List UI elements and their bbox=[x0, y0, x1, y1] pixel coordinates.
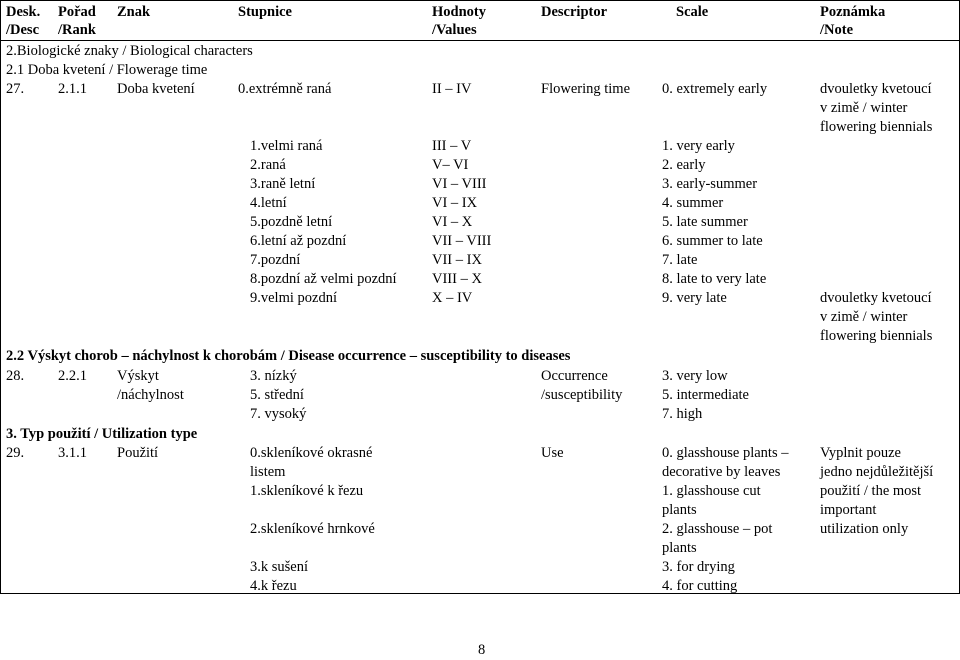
scale-level-values: V– VI bbox=[432, 157, 469, 173]
scale-level-en: 3. very low bbox=[662, 368, 728, 384]
scale-level-values: VII – VIII bbox=[432, 233, 492, 249]
scale-level-values: X – IV bbox=[432, 290, 473, 306]
scale-level-en: 5. intermediate bbox=[662, 387, 749, 403]
row29-rank: 3.1.1 bbox=[58, 445, 87, 461]
scale-level-cz-line2: listem bbox=[250, 464, 286, 480]
scale-level-en-line2: plants bbox=[662, 540, 697, 556]
scale-level-values: VI – X bbox=[432, 214, 473, 230]
row27-note-line1: dvouletky kvetoucí bbox=[820, 81, 932, 97]
scale-level-values: VII – IX bbox=[432, 252, 482, 268]
scale-level-en: 5. late summer bbox=[662, 214, 748, 230]
scale-level-cz: 9.velmi pozdní bbox=[250, 290, 337, 306]
scale-level-cz: 0.extrémně raná bbox=[238, 81, 332, 97]
header-stupnice: Stupnice bbox=[238, 4, 292, 20]
row27-note-line3: flowering biennials bbox=[820, 119, 933, 135]
scale-level-en-line2: plants bbox=[662, 502, 697, 518]
scale-level-cz: 2.raná bbox=[250, 157, 286, 173]
scale-level-cz: 4.letní bbox=[250, 195, 287, 211]
scale-level-values: VIII – X bbox=[432, 271, 482, 287]
scale-level-en-line2: decorative by leaves bbox=[662, 464, 781, 480]
row27-note-line2: v zimě / winter bbox=[820, 100, 908, 116]
header-desc-en: /Desc bbox=[6, 22, 40, 38]
header-desc: Desk. bbox=[6, 4, 41, 20]
row29-note-line5: utilization only bbox=[820, 521, 909, 537]
disease-section-title: 2.2 Výskyt chorob – náchylnost k chorobám / Disease occurrence – susceptibility to diseases bbox=[6, 348, 571, 364]
scale-level-en: 4. summer bbox=[662, 195, 724, 211]
row27-znak: Doba kvetení bbox=[117, 81, 195, 97]
scale-level-cz: 5.pozdně letní bbox=[250, 214, 333, 230]
header-rank-en: /Rank bbox=[58, 22, 96, 38]
scale-level-cz: 0.skleníkové okrasné bbox=[250, 445, 373, 461]
scale-level-cz: 3.raně letní bbox=[250, 176, 316, 192]
scale-level-values: II – IV bbox=[432, 81, 472, 97]
row28-znak: Výskyt bbox=[117, 368, 159, 384]
row28-desc: 28. bbox=[6, 368, 25, 384]
row28-rank: 2.2.1 bbox=[58, 368, 87, 384]
section3-title: 3. Typ použití / Utilization type bbox=[6, 426, 198, 442]
scale-level-cz: 2.skleníkové hrnkové bbox=[250, 521, 375, 537]
header-values: /Values bbox=[432, 22, 477, 38]
scale-level-cz: 1.skleníkové k řezu bbox=[250, 483, 364, 499]
scale-level-cz: 3.k sušení bbox=[250, 559, 308, 575]
scale-level-en: 3. for drying bbox=[662, 559, 735, 575]
row27-note-line1: dvouletky kvetoucí bbox=[820, 290, 932, 306]
row28-znak-line2: /náchylnost bbox=[117, 387, 184, 403]
scale-level-cz: 8.pozdní až velmi pozdní bbox=[250, 271, 397, 287]
scale-level-en: 7. late bbox=[662, 252, 698, 268]
scale-level-cz: 1.velmi raná bbox=[250, 138, 323, 154]
row29-note-line4: important bbox=[820, 502, 877, 518]
row27-rank: 2.1.1 bbox=[58, 81, 87, 97]
row27-descriptor: Flowering time bbox=[541, 81, 631, 97]
scale-level-en: 1. very early bbox=[662, 138, 735, 154]
row29-note-line3: použití / the most bbox=[820, 483, 922, 499]
row28-descriptor-line2: /susceptibility bbox=[541, 387, 623, 403]
scale-level-cz: 6.letní až pozdní bbox=[250, 233, 347, 249]
scale-level-en: 6. summer to late bbox=[662, 233, 763, 249]
scale-level-en: 4. for cutting bbox=[662, 578, 738, 594]
header-rank: Pořad bbox=[58, 4, 96, 20]
row29-desc: 29. bbox=[6, 445, 25, 461]
scale-level-cz: 7. vysoký bbox=[250, 406, 307, 422]
row29-descriptor: Use bbox=[541, 445, 564, 461]
scale-level-values: VI – VIII bbox=[432, 176, 487, 192]
scale-level-values: VI – IX bbox=[432, 195, 478, 211]
scale-level-cz: 3. nízký bbox=[250, 368, 297, 384]
scale-level-values: III – V bbox=[432, 138, 472, 154]
row27-desc: 27. bbox=[6, 81, 25, 97]
row29-znak: Použití bbox=[117, 445, 159, 461]
row28-descriptor: Occurrence bbox=[541, 368, 608, 384]
header-note: Poznámka bbox=[820, 4, 886, 20]
header-znak: Znak bbox=[117, 4, 151, 20]
header-descriptor: Descriptor bbox=[541, 4, 608, 20]
header-note-en: /Note bbox=[820, 22, 854, 38]
scale-level-en: 1. glasshouse cut bbox=[662, 483, 761, 499]
scale-level-en: 0. glasshouse plants – bbox=[662, 445, 789, 461]
section-title: 2.Biologické znaky / Biological characters bbox=[6, 43, 253, 59]
scale-level-en: 9. very late bbox=[662, 290, 727, 306]
scale-level-cz: 5. střední bbox=[250, 387, 304, 403]
scale-level-cz: 4.k řezu bbox=[250, 578, 297, 594]
row27-note-line2: v zimě / winter bbox=[820, 309, 908, 325]
header-hodnoty: Hodnoty bbox=[432, 4, 486, 20]
scale-level-cz: 7.pozdní bbox=[250, 252, 301, 268]
row29-note-line1: Vyplnit pouze bbox=[820, 445, 901, 461]
subsection-title: 2.1 Doba kvetení / Flowerage time bbox=[6, 62, 208, 78]
scale-level-en: 2. glasshouse – pot bbox=[662, 521, 773, 537]
scale-level-en: 2. early bbox=[662, 157, 706, 173]
row27-note-line3: flowering biennials bbox=[820, 328, 933, 344]
header-scale: Scale bbox=[676, 4, 709, 20]
scale-level-en: 8. late to very late bbox=[662, 271, 767, 287]
row29-note-line2: jedno nejdůležitější bbox=[820, 464, 934, 480]
page-number: 8 bbox=[478, 642, 486, 658]
scale-level-en: 0. extremely early bbox=[662, 81, 768, 97]
scale-level-en: 3. early-summer bbox=[662, 176, 758, 192]
scale-level-en: 7. high bbox=[662, 406, 703, 422]
header-divider bbox=[0, 40, 960, 41]
